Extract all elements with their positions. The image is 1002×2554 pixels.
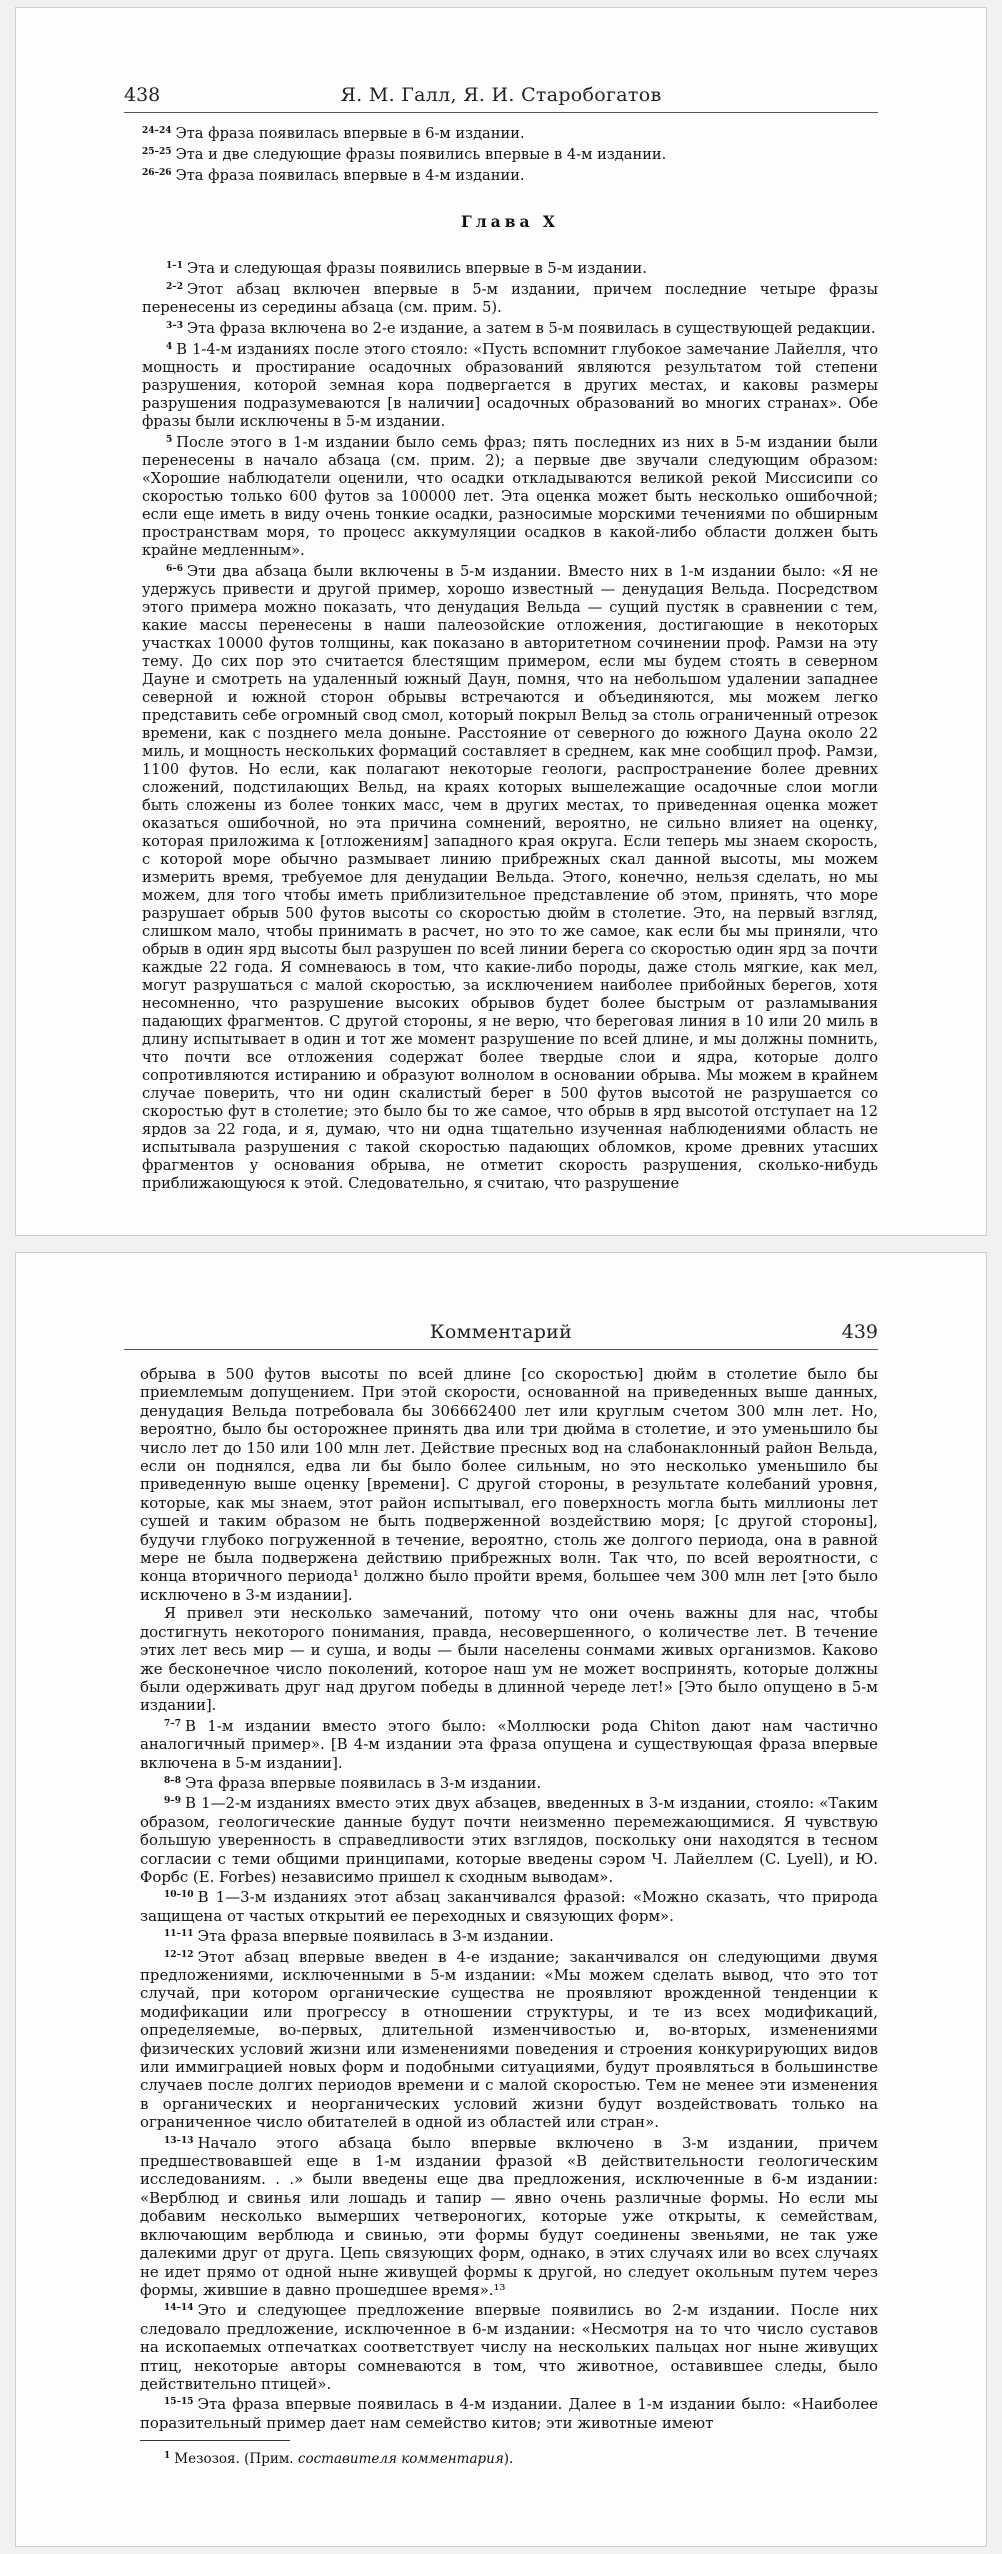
footnote <box>164 2447 878 2468</box>
note-entry <box>142 338 878 431</box>
page-439 <box>16 1253 986 2546</box>
note-entry <box>140 2393 878 2432</box>
page-438 <box>16 8 986 1235</box>
chapter-heading: Глава X <box>461 212 559 231</box>
note-entry <box>140 1886 878 1925</box>
note-text: Эта фраза впервые появилась в 3-м издании. <box>197 1927 554 1946</box>
note-marker: 3–3 <box>166 321 184 331</box>
note-text: Эта фраза появилась впервые в 6-м издании. <box>175 125 525 142</box>
note-marker: 6–6 <box>166 564 184 574</box>
footnote-text: Мезозоя. (Прим. <box>174 2451 298 2468</box>
note-entry <box>140 1772 878 1792</box>
note-marker: 7–7 <box>164 1718 182 1729</box>
note-marker: 24–24 <box>142 126 172 136</box>
note-entry <box>140 1715 878 1772</box>
running-header <box>124 84 878 106</box>
note-text: Эта и две следующие фразы появились впервые в 4-м издании. <box>175 146 667 163</box>
running-head-authors: Я. М. Галл, Я. И. Старобогатов <box>340 84 662 106</box>
footnote-rule <box>140 2440 290 2441</box>
note-marker: 2–2 <box>166 282 184 292</box>
note-entry <box>142 278 878 317</box>
footnote-italic: составителя комментария <box>297 2451 504 2468</box>
note-marker: 9–9 <box>164 1796 182 1807</box>
note-text: После этого в 1-м издании было семь фраз; пять последних из них в 5-м издании были перенесены в начало абзаца (см. прим. 2); а первые две звучали следующим образом: «Хорошие наблюдатели оценили, что осадки откладываются великой рекой Миссисипи со скоростью только 600 футов за 100000 лет. Эта оценка может быть несколько ошибочной; если еще иметь в виду очень тонкие осадки, разносимые морскими течениями по обширным пространствам моря, то процесс аккумуляции осадков в какой-либо области должен быть крайне медленным». <box>142 434 878 559</box>
footnote-marker: 1 <box>164 2451 171 2462</box>
note-text: В 1-м издании вместо этого было: «Моллюски рода Chiton дают нам частично аналогичный пример». [В 4-м издании эта фраза опущена и существующая фраза впервые включена в 5-м издании]. <box>140 1716 878 1772</box>
header-rule <box>124 112 878 113</box>
note-marker: 10–10 <box>164 1890 194 1901</box>
note-marker: 14–14 <box>164 2303 194 2314</box>
note-entry <box>140 1925 878 1945</box>
footnote-tail: ). <box>503 2451 514 2468</box>
note-text: Эта фраза включена во 2-е издание, а затем в 5-м появилась в существующей редакции. <box>187 320 876 337</box>
note-marker: 1–1 <box>166 261 184 271</box>
note-text: Этот абзац впервые введен в 4-е издание; заканчивался он следующими двумя предложениями, исключенными в 5-м издании: «Мы можем сделать вывод, что это тот случай, при котором органические существа не проявляют врожденной тенденции к модификации или прогрессу в отношении структуры, и те из всех модификаций, определяемые, во-первых, длительной изменчивостью и, во-вторых, изменениями физических условий жизни или изменениями поведения и строения конкурирующих видов или иммиграцией новых форм и подобными ситуациями, будут проявляться в большинстве случаев после долгих периодов времени и с малой скоростью. Тем не менее эти изменения в органических и неорганических условий жизни будут воздействовать только на ограниченное число обитателей в одной из областей или стран». <box>140 1947 878 2132</box>
note-text: Это и следующее предложение впервые появились во 2-м издании. После них следовало предложение, исключенное в 6-м издании: «Несмотря на то что число суставов на ископаемых отпечатках соответствует числу на нескольких пальцах ног ныне живущих птиц, некоторые авторы сомневаются в том, что животное, оставившее следы, было действительно птицей». <box>140 2301 878 2393</box>
note-entry <box>140 1946 878 2132</box>
note-entry <box>140 1792 878 1886</box>
page-number: 439 <box>841 1321 878 1343</box>
continued-paragraph: обрыва в 500 футов высоты по всей длине [со скоростью] дюйм в столетие было бы приемлемым допущением. При этой скорости, основанной на приведенных выше данных, денудация Вельда потребовала бы 306662400 лет или круглым счетом 300 млн лет. Но, вероятно, было бы осторожнее принять два или три дюйма в столетие, и это уменьшило бы число лет до 150 или 100 млн лет. Действие пресных вод на слабонаклонный район Вельда, если он поднялся, едва ли бы было более сильным, но это несколько уменьшило бы приведенную выше оценку [времени]. С другой стороны, в результате колебаний уровня, которые, как мы знаем, этот район испытывал, его поверхность могла быть миллионы лет сушей и таким образом не быть подверженной воздействию моря; [с другой стороны], будучи глубоко погруженной в течение, вероятно, столь же долгого периода, она в равной мере не была подвержена действию прибрежных волн. Так что, по всей вероятности, с конца вторичного периода¹ должно было пройти время, большее чем 300 млн лет [это было исключено в 3-м издании]. <box>140 1365 878 1604</box>
note-entry <box>140 2132 878 2300</box>
page-body <box>142 122 878 1193</box>
note-marker: 25–25 <box>142 147 172 157</box>
note-text: Эта фраза впервые появилась в 3-м издании. <box>185 1773 542 1792</box>
note-marker: 12–12 <box>164 1949 194 1960</box>
note-text: В 1-4-м изданиях после этого стояло: «Пусть вспомнит глубокое замечание Лайелля, что мощность и простирание осадочных образований являются результатом той степени разрушения, которой земная кора подвергается в других местах, и каковы размеры разрушения подразумеваются [в наличии] осадочных образований во многих странах». Обе фразы были исключены в 5-м издании. <box>142 341 878 430</box>
note-marker: 11–11 <box>164 1929 194 1940</box>
paragraph: Я привел эти несколько замечаний, потому что они очень важны для нас, чтобы достигнуть некоторого понимания, правда, несовершенного, о количестве лет. В течение этих лет весь мир — и суша, и воды — были населены сонмами живых организмов. Каково же бесконечное число поколений, которое наш ум не может воспринять, которые должны были одерживать друг над другом победы в длинной череде лет!» [Это было опущено в 5-м издании]. <box>140 1604 878 1715</box>
note-text: В 1—2-м изданиях вместо этих двух абзацев, введенных в 3-м издании, стояло: «Таким образом, геологические данные будут почти неизменно перемежающимися. Я чувствую большую уверенность в справедливости этих взглядов, поскольку они находятся в тесном согласии с теми общими принципами, которые введены сэром Ч. Лайеллем (C. Lyell), и Ю. Форбс (E. Forbes) независимо пришел к сходным выводам». <box>140 1794 878 1886</box>
header-rule <box>124 1349 878 1350</box>
note-entry <box>142 431 878 560</box>
note-marker: 26–26 <box>142 168 172 178</box>
note-text: Эти два абзаца были включены в 5-м издании. Вместо них в 1-м издании было: «Я не удержусь привести и другой пример, хорошо известный — денудация Вельда. Посредством этого примера можно показать, что денудация Вельда — сущий пустяк в сравнении с тем, какие массы перенесены в наши палеозойские отложения, достигающие в некоторых участках 10000 футов толщины, как показано в авторитетном сочинении проф. Рамзи на эту тему. До сих пор это считается блестящим примером, если мы будем стоять в северном Дауне и смотреть на удаленный южный Даун, помня, что на небольшом удалении западнее северной и южной сторон обрывы встречаются и объединяются, мы можем легко представить себе огромный свод смол, который покрыл Вельд за столь ограниченный отрезок времени, как с позднего мела доныне. Расстояние от северного до южного Дауна около 22 миль, и мощность нескольких формаций составляет в среднем, как мне сообщил проф. Рамзи, 1100 футов. Но если, как полагают некоторые геологи, распространение более древних сложений, подстилающих Вельд, на краях которых вышележащие осадочные слои могли быть сложены из более тонких масс, чем в других местах, то приведенная оценка может оказаться ошибочной, но эта причина сомнений, вероятно, не сильно влияет на оценку, которая приложима к [отложениям] западного края округа. Если теперь мы знаем скорость, с которой море обычно размывает линию прибрежных скал данной высоты, мы можем измерить время, требуемое для денудации Вельда. Этого, конечно, нельзя сделать, но мы можем, для того чтобы иметь приблизительное представление об этом, принять, что море разрушает обрыв 500 футов высоты со скоростью дюйм в столетие. Это, на первый взгляд, слишком мало, чтобы принимать в расчет, но это то же самое, как если бы мы приняли, что обрыв в один ярд высоты был разрушен по всей линии берега со скоростью один ярд за почти каждые 22 года. Я сомневаюсь в том, что какие-либо породы, даже столь мягкие, как мел, могут разрушаться с малой скоростью, за исключением наиболее прибойных берегов, хотя несомненно, что разрушение высоких обрывов будет более быстрым от разламывания падающих фрагментов. С другой стороны, я не верю, что береговая линия в 10 или 20 миль в длину испытывает в один и тот же момент разрушение по всей длине, и мы должны помнить, что почти все отложения содержат более твердые слои и ядра, которые долго сопротивляются истиранию и образуют волнолом в основании обрыва. Мы можем в крайнем случае поверить, что ни один скалистый берег в 500 футов высотой не разрушается со скоростью фут в столетие; это было бы то же самое, что обрыв в ярд высотой отступает на 12 ярдов за 22 года, и я, думаю, что ни одна тщательно изученная наблюдениями область не испытывала разрушения с такой скоростью падающих обломков, кроме древних утасших фрагментов у основания обрыва, не отметит скорость разрушения, сколько-нибудь приближающуюся к этой. Следовательно, я считаю, что разрушение <box>142 563 878 1192</box>
note-marker: 8–8 <box>164 1775 182 1786</box>
note-entry <box>140 2299 878 2393</box>
note-marker: 15–15 <box>164 2397 194 2408</box>
note-entry <box>142 122 878 143</box>
note-marker: 4 <box>166 342 173 352</box>
note-entry <box>142 143 878 164</box>
note-text: Эта фраза впервые появилась в 4-м издании. Далее в 1-м издании было: «Наиболее поразительный пример дает нам семейство китов; эти животные имеют <box>140 2395 878 2432</box>
note-text: Эта фраза появилась впервые в 4-м издании. <box>175 167 525 184</box>
note-marker: 5 <box>166 435 173 445</box>
note-entry <box>142 560 878 1193</box>
note-entry <box>142 257 878 278</box>
note-entry <box>142 317 878 338</box>
page-number: 438 <box>124 84 161 106</box>
note-text: В 1—3-м изданиях этот абзац заканчивался фразой: «Можно сказать, что природа защищена от частых открытий ее переходных и связующих форм». <box>140 1888 878 1925</box>
note-text: Начало этого абзаца было впервые включено в 3-м издании, причем предшествовавшей еще в 1-м издании фразой «В действительности геологическим исследованиям. . .» были введены еще два предложения, исключенные в 6-м издании: «Верблюд и свинья или лошадь и тапир — явно очень различные формы. Но если мы добавим несколько вымерших четвероногих, которые уже открыты, к семействам, включающим верблюда и свинью, эти формы будут соединены звеньями, не так уже далекими друг от друга. Цепь связующих форм, однако, в этих случаях или во всех случаях не идет прямо от одной ныне живущей формы к другой, но следует окольным путем через формы, жившие в давно прошедшее время».¹³ <box>140 2133 878 2299</box>
note-entry <box>142 164 878 185</box>
running-header <box>124 1321 878 1343</box>
running-head-title: Комментарий <box>429 1321 573 1343</box>
page-body <box>140 1365 878 2469</box>
note-text: Этот абзац включен впервые в 5-м издании, причем последние четыре фразы перенесены из середины абзаца (см. прим. 5). <box>142 281 878 316</box>
note-text: Эта и следующая фразы появились впервые в 5-м издании. <box>187 260 647 277</box>
note-marker: 13–13 <box>164 2135 194 2146</box>
